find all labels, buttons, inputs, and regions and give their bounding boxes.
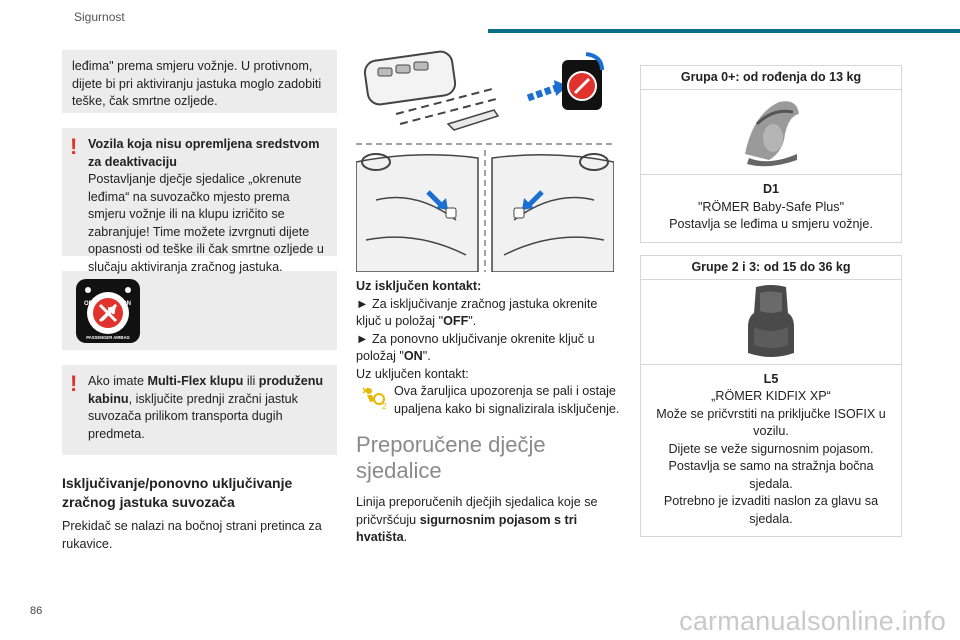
on-position: ON [403,349,423,363]
seat-description [641,175,901,242]
off-position: OFF [443,314,469,328]
airbag-switch-icon [562,54,602,110]
text-fragment: Linija preporučenih dječjih sjedalica koje se pričvršćuju [356,495,598,527]
step-text: ► Za ponovno uključivanje okrenite ključ u položaj " [356,331,595,363]
seat-code: L5 [763,371,779,386]
text-fragment: ili [243,374,259,388]
warning-box-multiflex [62,365,337,455]
svg-text:2: 2 [382,402,387,410]
passenger-airbag-off-icon [76,279,140,343]
text-fragment: , isključite prednji zračni jastuk suvozača prilikom transporta dugih predmeta. [88,391,298,441]
left-column [62,50,337,553]
seat-model: "RÖMER Baby-Safe Plus" [697,199,845,214]
page-section-title: Sigurnost [74,10,125,24]
page-number: 86 [30,605,43,617]
seat-description [641,365,901,537]
step-text: ". [468,314,477,328]
airbag-switch-illustration [356,50,614,272]
bold-term: sigurnosnim pojasom s tri hvatišta [356,512,578,544]
watermark: carmanualsonline.info [679,606,946,636]
seat-note: Potrebno je izvaditi naslon za glavu sa sjedala. [663,494,879,526]
step-text: ► Za isključivanje zračnog jastuka okrenite ključ u položaj " [356,296,598,328]
seat-note: Može se pričvrstiti na priključke ISOFIX u vozilu. [656,406,886,438]
section-heading: Preporučene dječje sjedalice [356,432,546,483]
booster-seat-icon [744,283,798,361]
seat-picture [641,90,901,175]
seat-group-caption: Grupa 0+: od rođenja do 13 kg [641,66,901,90]
airbag-symbol-box [62,271,337,350]
key-fob-icon [363,50,500,130]
warning-box-no-deactivation [62,128,337,274]
right-column [640,65,902,537]
seat-note: Postavlja se leđima u smjeru vožnje. [669,217,873,231]
warning-title: Vozila koja nisu opremljena sredstvom za deaktivaciju [88,137,320,169]
header-accent-bar [488,29,960,33]
warning-lamp-text: Ova žaruljica upozorenja se pali i ostaje upaljena kako bi signalizirala isključenje. [394,384,620,416]
passenger-airbag-label: PASSENGER AIRBAG [86,334,130,340]
text-fragment: Ako imate [88,374,148,388]
step-text: ". [422,349,431,363]
seat-code: D1 [762,182,780,196]
airbag-off-warning-lamp-icon [362,386,388,410]
on-label: ON [122,300,131,307]
bold-term: produženu kabinu [88,374,324,406]
middle-column [356,50,626,547]
recommended-seats-intro [356,494,626,547]
warning-text: Postavljanje dječje sjedalice „okrenute leđima“ na suvozačko mjesto prema smjeru vožnje ili na klupu izričito se zabranjuje! Time možete izvrgnuti dijete opasnosti od teške ili čak smrtne ozljede u slučaju aktiviranja zračnog jastuka. [88,172,324,274]
seat-model: „RÖMER KIDFIX XP“ [711,389,831,403]
seat-picture [641,280,901,365]
warning-icon: ! [70,134,78,159]
baby-carrier-icon [739,94,803,170]
warning-text: leđima" prema smjeru vožnje. U protivnom, dijete bi pri aktiviranju jastuka moglo zadobiti teške, čak smrtne ozljede. [72,59,322,108]
switch-location-text: Prekidač se nalazi na bočnoj strani pretinca za rukavice. [62,519,322,551]
seat-note: Dijete se veže sigurnosnim pojasom. [668,441,874,456]
child-seat-card [640,255,902,538]
text-fragment: . [403,530,408,544]
warning-lamp-row [356,383,626,418]
section-subheading: Isključivanje/ponovno uključivanje zračnog jastuka suvozača [62,475,293,510]
ignition-on-heading: Uz uključen kontakt: [356,366,469,381]
warning-box-continued [62,50,337,113]
warning-icon: ! [70,371,78,396]
ignition-off-heading: Uz isključen kontakt: [356,279,482,293]
seat-note: Postavlja se samo na stražnja bočna sjedala. [668,459,874,491]
off-label: OFF [84,300,96,307]
seat-group-caption: Grupe 2 i 3: od 15 do 36 kg [641,256,901,280]
dashboard-key-switch-illustration [356,50,614,272]
bold-term: Multi-Flex klupu [147,374,244,388]
child-seat-card [640,65,902,243]
